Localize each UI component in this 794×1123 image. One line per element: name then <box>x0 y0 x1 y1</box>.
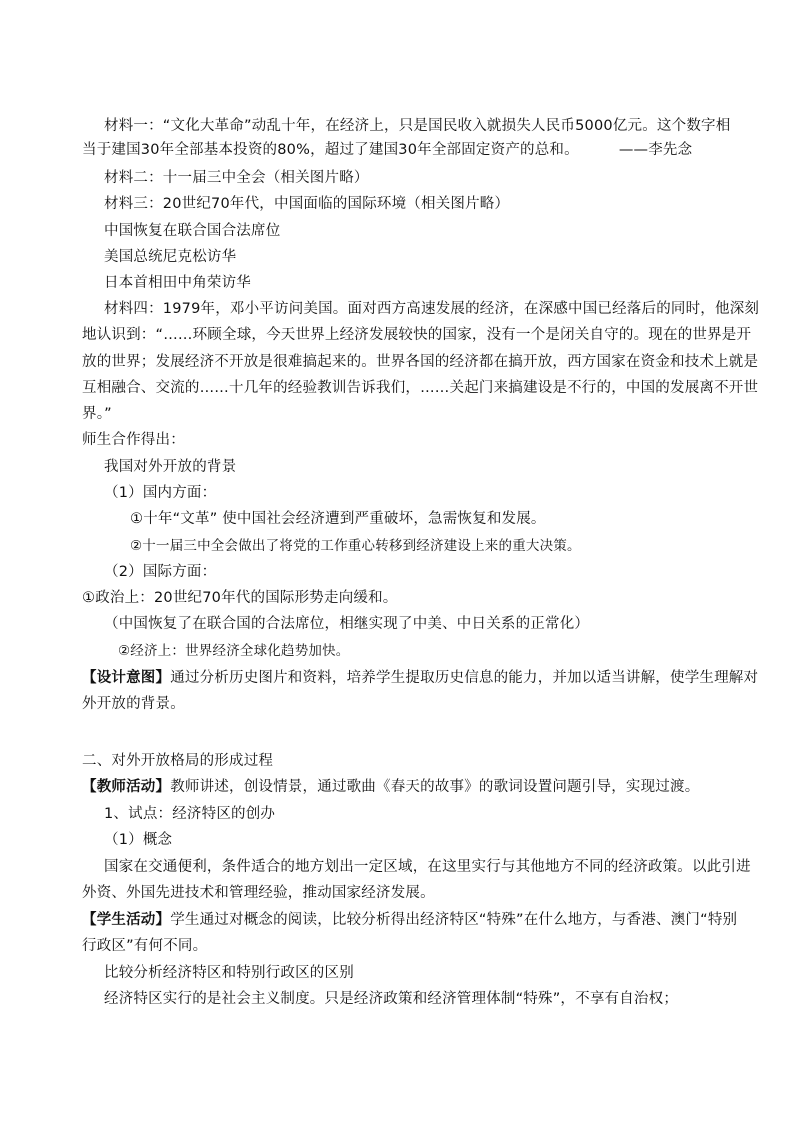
conclusion-intro: 师生合作得出： <box>82 432 185 448</box>
teacher-activity <box>82 777 699 797</box>
environment-item: 中国恢复在联合国合法席位 <box>104 223 281 239</box>
concept-heading: （1）概念 <box>104 832 173 848</box>
student-activity-line-2: 行政区”有何不同。 <box>82 938 208 954</box>
material-4-line: 材料四：1979年，邓小平访问美国。面对西方高速发展的经济，在深感中国已经落后的同时，他深刻 <box>104 301 760 317</box>
concept-text-line: 国家在交通便利，条件适合的地方划出一定区域，在这里实行与其他地方不同的经济政策。以此引进 <box>104 859 751 875</box>
student-activity-text: 学生通过对概念的阅读，比较分析得出经济特区“特殊”在什么地方，与香港、澳门“特别 <box>170 912 738 928</box>
material-4-line: 放的世界；发展经济不开放是很难搞起来的。世界各国的经济都在搞开放，西方国家在资金和技术上就是 <box>82 354 759 370</box>
background-title: 我国对外开放的背景 <box>104 459 237 475</box>
material-4-line: 界。” <box>82 406 112 422</box>
design-intent-line-2: 外开放的背景。 <box>82 696 185 712</box>
concept-text-line: 外资、外国先进技术和管理经验，推动国家经济发展。 <box>82 885 435 901</box>
material-1-line-1: 材料一：“文化大革命”动乱十年，在经济上，只是国民收入就损失人民币5000亿元。这个数字相 <box>104 118 731 134</box>
compare-title: 比较分析经济特区和特别行政区的区别 <box>104 965 354 981</box>
material-4-line: 地认识到：“……环顾全球，今天世界上经济发展较快的国家，没有一个是闭关自守的。现在的世界是开 <box>82 327 752 343</box>
design-intent-line-1 <box>82 668 758 688</box>
domestic-item: ①十年“文革” 使中国社会经济遭到严重破坏，急需恢复和发展。 <box>130 511 546 527</box>
environment-item: 美国总统尼克松访华 <box>104 249 237 265</box>
international-item: （中国恢复了在联合国的合法席位，相继实现了中美、中日关系的正常化） <box>104 616 590 632</box>
domestic-heading: （1）国内方面： <box>104 485 217 501</box>
student-activity-line-1 <box>82 910 737 930</box>
material-3: 材料三：20世纪70年代，中国面临的国际环境（相关图片略） <box>104 196 510 212</box>
teacher-activity-text: 教师讲述，创设情景，通过歌曲《春天的故事》的歌词设置问题引导，实现过渡。 <box>170 779 700 795</box>
compare-text: 经济特区实行的是社会主义制度。只是经济政策和经济管理体制“特殊”，不享有自治权； <box>104 991 679 1007</box>
material-1-line-2 <box>82 140 692 160</box>
design-intent-label: 【设计意图】 <box>82 670 171 686</box>
material-2: 材料二：十一届三中全会（相关图片略） <box>104 170 369 186</box>
environment-item: 日本首相田中角荣访华 <box>104 275 251 291</box>
international-item: ②经济上：世界经济全球化趋势加快。 <box>118 643 350 659</box>
design-intent-text: 通过分析历史图片和资料，培养学生提取历史信息的能力，并加以适当讲解，使学生理解对 <box>170 670 759 686</box>
international-heading: （2）国际方面： <box>104 564 217 580</box>
section-2-title: 二、对外开放格局的形成过程 <box>82 753 274 769</box>
material-1-text: 当于建国30年全部基本投资的80%，超过了建国30年全部固定资产的总和。 <box>82 142 579 158</box>
domestic-item: ②十一届三中全会做出了将党的工作重心转移到经济建设上来的重大决策。 <box>130 538 581 554</box>
international-item: ①政治上：20世纪70年代的国际形势走向缓和。 <box>82 590 398 606</box>
teacher-activity-label: 【教师活动】 <box>82 779 171 795</box>
material-4-line: 互相融合、交流的……十几年的经验教训告诉我们，……关起门来搞建设是不行的，中国的发展离不开世 <box>82 380 759 396</box>
material-1-attribution: ——李先念 <box>618 142 693 158</box>
student-activity-label: 【学生活动】 <box>82 912 171 928</box>
pilot-heading: 1、试点：经济特区的创办 <box>104 806 276 822</box>
